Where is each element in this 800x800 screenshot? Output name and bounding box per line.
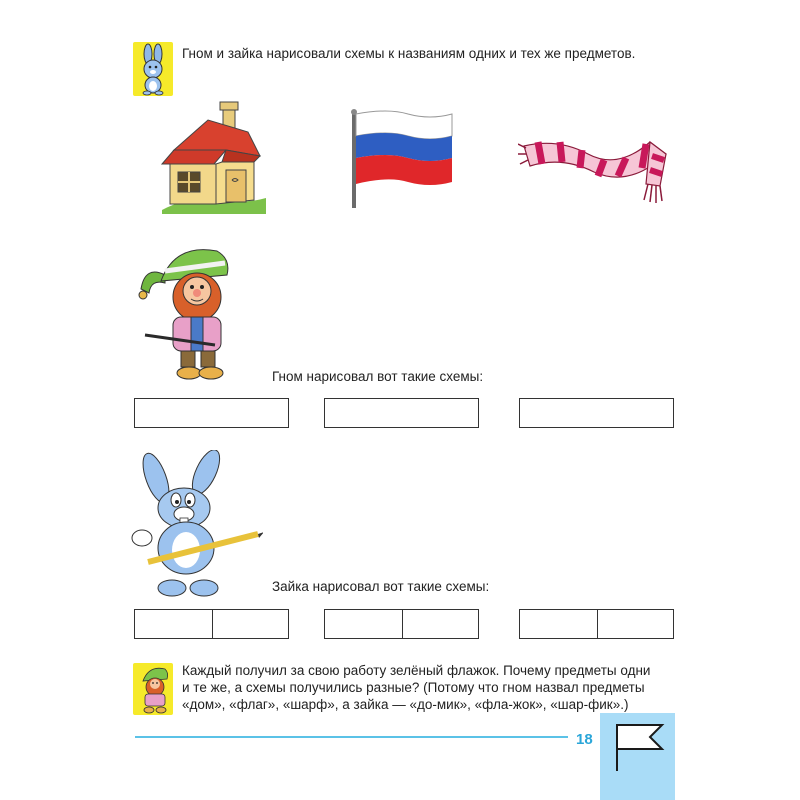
gnome-scheme-house: [134, 398, 289, 428]
syllable-cell: [597, 610, 675, 638]
house-picture: [160, 100, 268, 215]
task2-line2: и те же, а схемы получились разные? (Потому что гном назвал предметы: [182, 680, 645, 695]
task2-line3: «дом», «флаг», «шарф», а зайка — «до-мик», «фла-жок», «шар-фик».): [182, 697, 629, 712]
bunny-scheme-flag: [324, 609, 479, 639]
syllable-cell: [135, 610, 212, 638]
bunny-with-pencil-icon: [128, 450, 263, 600]
bunny-caption: Зайка нарисовал вот такие схемы:: [272, 579, 490, 594]
gnome-scheme-scarf: [519, 398, 674, 428]
flag-outline-icon: [600, 713, 675, 800]
scarf-icon: [518, 128, 674, 212]
gnome-icon: [135, 235, 250, 383]
gnome-caption: Гном нарисовал вот такие схемы:: [272, 369, 484, 384]
bunny-icon: [133, 42, 173, 96]
task2-line1: Каждый получил за свою работу зелёный флажок. Почему предметы одни: [182, 663, 651, 678]
gnome-picture: [135, 235, 250, 383]
gnome-scheme-flag: [324, 398, 479, 428]
syllable-cell: [520, 610, 597, 638]
flag-picture: [348, 108, 456, 210]
russian-flag-icon: [348, 108, 456, 210]
flag-panel: [600, 713, 675, 800]
bunny-scheme-scarf: [519, 609, 674, 639]
bunny-scheme-house: [134, 609, 289, 639]
task2-text: [182, 662, 677, 713]
scarf-picture: [518, 128, 674, 212]
house-icon: [160, 100, 268, 215]
task1-text: Гном и зайка нарисовали схемы к названиям одних и тех же предметов.: [182, 46, 636, 61]
footer-divider: [135, 736, 568, 738]
syllable-cell: [212, 610, 290, 638]
task2-badge: [133, 663, 173, 715]
page-number: 18: [576, 731, 593, 748]
gnome-small-icon: [133, 663, 173, 715]
syllable-cell: [402, 610, 480, 638]
task1-badge: [133, 42, 173, 96]
syllable-cell: [325, 610, 402, 638]
bunny-picture: [128, 450, 263, 600]
